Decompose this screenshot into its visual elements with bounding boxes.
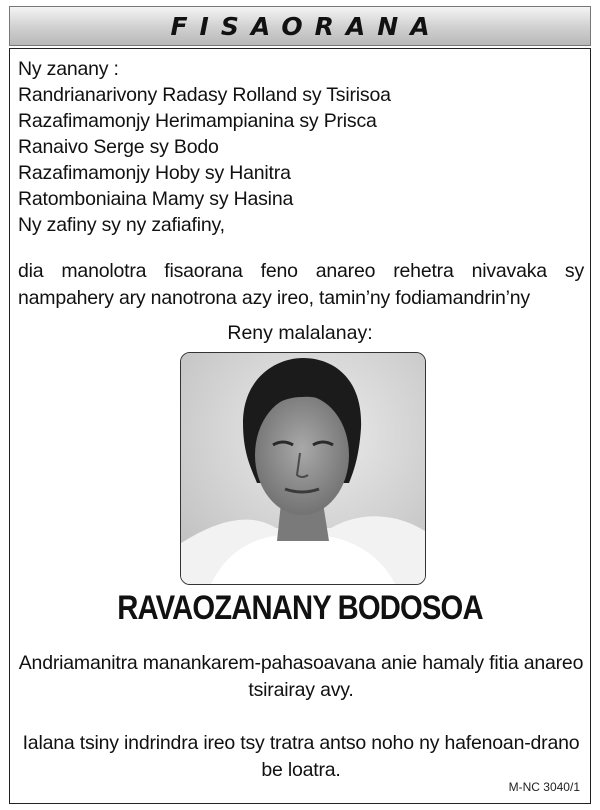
family-list (18, 56, 391, 238)
blessing-text: Andriamanitra manankarem-pahasoavana anie hamaly fitia anareo tsirairay avy. (18, 652, 584, 701)
mother-label: Reny malalanay: (227, 322, 373, 344)
family-member: Razafimamonjy Hoby sy Hanitra (18, 162, 291, 184)
family-member: Ranaivo Serge sy Bodo (18, 136, 219, 158)
family-intro: Ny zanany : (18, 58, 119, 80)
portrait-photo (180, 352, 426, 585)
thanks-paragraph: dia manolotra fisaorana feno anareo rehetra nivavaka sy nampahery ary nanotrona azy ireo, tamin’ny fodiamandrin’ny (18, 260, 584, 309)
family-member: Razafimamonjy Herimampianina sy Prisca (18, 110, 377, 132)
portrait-image (181, 353, 425, 584)
reference-code: M-NC 3040/1 (508, 780, 580, 794)
apology-text: Ialana tsiny indrindra ireo tsy tratra antso noho ny hafenoan-drano be loatra. (22, 732, 580, 781)
family-member: Randrianarivony Radasy Rolland sy Tsirisoa (18, 84, 391, 106)
header-banner (9, 6, 591, 46)
family-member: Ratomboniaina Mamy sy Hasina (18, 188, 294, 210)
family-outro: Ny zafiny sy ny zafiafiny, (18, 214, 225, 236)
notice-title: FISAORANA (170, 11, 442, 41)
deceased-name: RAVAOZANANY BODOSOA (117, 589, 483, 627)
